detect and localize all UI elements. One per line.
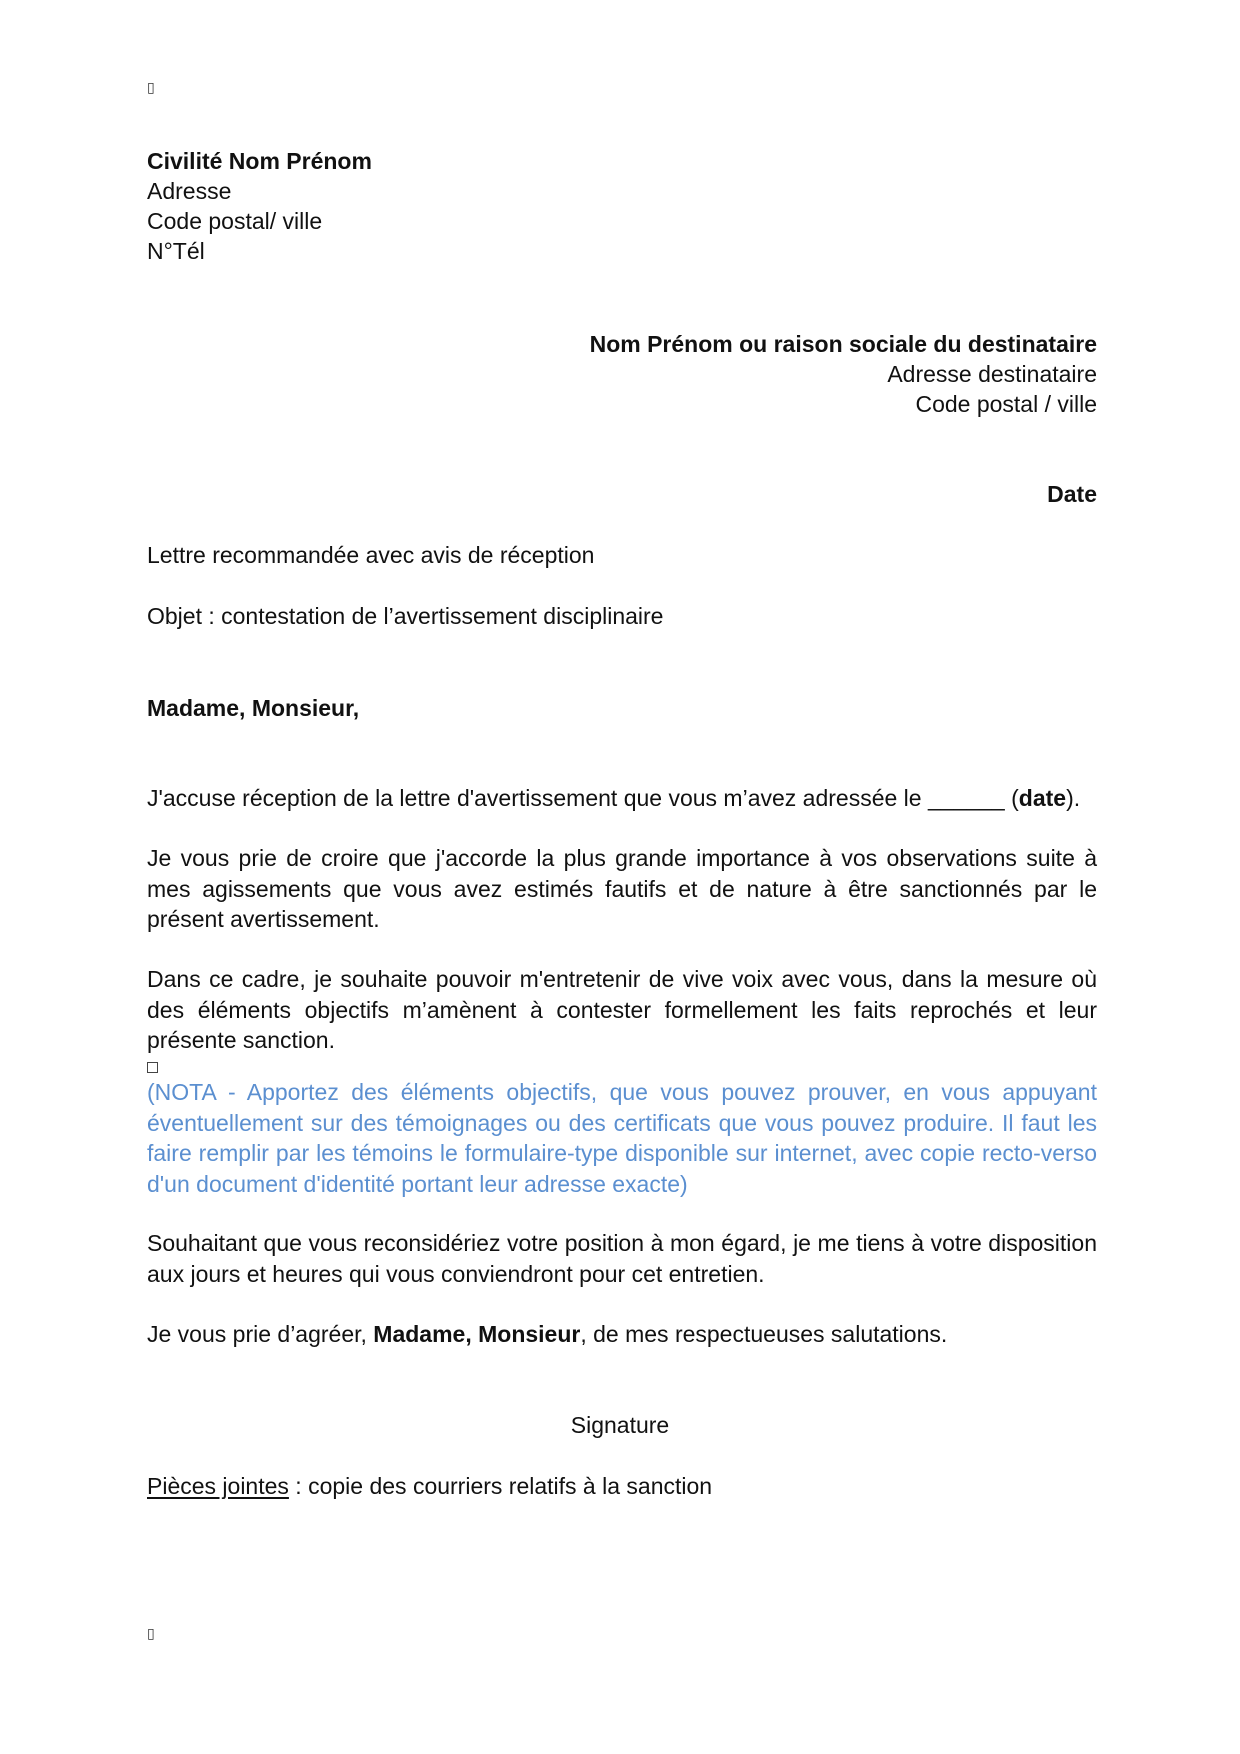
receipt-text: J'accuse réception de la lettre d'avertissement que vous m’avez adressée le ______ ( xyxy=(147,785,1019,811)
closing-after: , de mes respectueuses salutations. xyxy=(580,1321,948,1347)
receipt-end: ). xyxy=(1066,785,1081,811)
delivery-mode: Lettre recommandée avec avis de réception xyxy=(147,542,595,568)
paragraph-receipt xyxy=(147,783,1097,814)
closing-bold: Madame, Monsieur xyxy=(373,1321,581,1347)
bottom-marker-glyph: ▯ xyxy=(147,1626,155,1642)
attachments-label: Pièces jointes xyxy=(147,1473,289,1499)
sender-phone: N°Tél xyxy=(147,238,205,264)
paragraph-reconsider: Souhaitant que vous reconsidériez votre position à mon égard, je me tiens à votre disposition aux jours et heures qui vous conviendront pour cet entretien. xyxy=(147,1230,1097,1287)
paragraph-observations: Je vous prie de croire que j'accorde la plus grande importance à vos observations suite à mes agissements que vous avez estimés fautifs et de nature à être sanctionnés par le présent avertissement. xyxy=(147,845,1097,932)
date-label: Date xyxy=(1047,481,1097,507)
sender-postal-city: Code postal/ ville xyxy=(147,208,323,234)
signature-label: Signature xyxy=(570,1412,670,1438)
recipient-postal-city: Code postal / ville xyxy=(915,391,1097,417)
recipient-name: Nom Prénom ou raison sociale du destinataire xyxy=(589,331,1097,357)
attachments-text: : copie des courriers relatifs à la sanction xyxy=(288,1473,713,1499)
recipient-address: Adresse destinataire xyxy=(887,361,1097,387)
closing-before: Je vous prie d’agréer, xyxy=(147,1321,374,1347)
subject-line: Objet : contestation de l’avertissement disciplinaire xyxy=(147,603,664,629)
top-marker-glyph: ▯ xyxy=(147,80,155,96)
closing-formula xyxy=(147,1319,1097,1350)
box-marker-icon xyxy=(147,1062,158,1073)
sender-name: Civilité Nom Prénom xyxy=(147,148,372,174)
paragraph-interview-request: Dans ce cadre, je souhaite pouvoir m'entretenir de vive voix avec vous, dans la mesure où des éléments objectifs m’amènent à contester formellement les faits reprochés et leur présente sanction. xyxy=(147,966,1097,1053)
sender-address: Adresse xyxy=(147,178,232,204)
attachments-line xyxy=(147,1471,712,1502)
nota-paragraph: (NOTA - Apportez des éléments objectifs, que vous pouvez prouver, en vous appuyant éventuellement sur des témoignages ou des certificats que vous pouvez produire. Il faut les faire remplir par les témoins le formulaire-type disponible sur internet, avec copie recto-verso d'un document d'identité portant leur adresse exacte) xyxy=(147,1079,1097,1197)
salutation: Madame, Monsieur, xyxy=(147,695,360,721)
receipt-date-placeholder: date xyxy=(1018,785,1067,811)
